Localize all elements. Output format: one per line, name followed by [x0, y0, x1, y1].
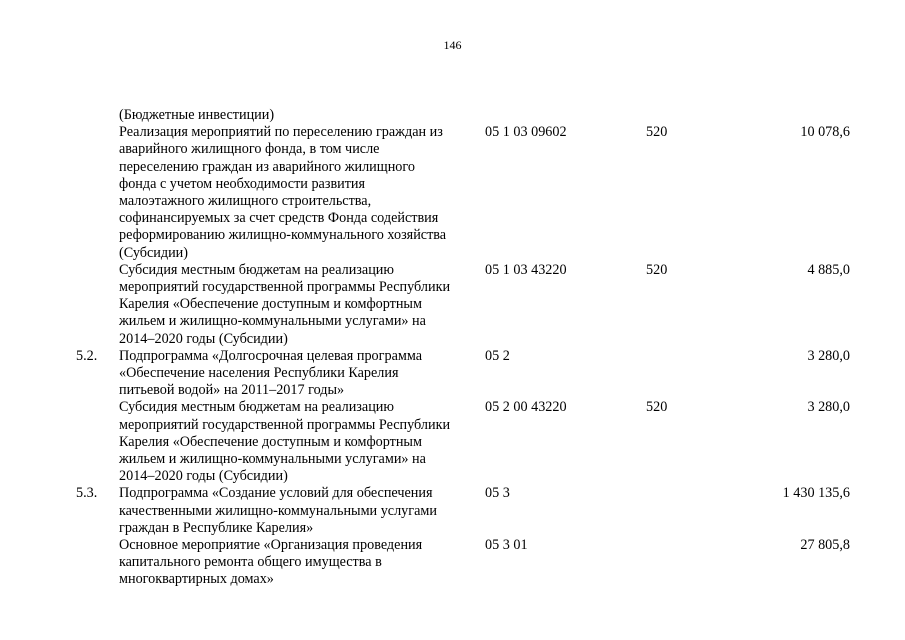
- row-sum: 10 078,6: [800, 124, 850, 141]
- row-code: 05 2: [485, 347, 510, 364]
- table-row: [0, 107, 905, 124]
- row-name-line: фонда с учетом необходимости развития: [119, 175, 366, 192]
- page-number: 146: [443, 38, 462, 52]
- row-code: 05 2 00 43220: [485, 399, 567, 416]
- row-sum: 3 280,0: [807, 399, 850, 416]
- row-name-line: «Обеспечение населения Республики Карелия: [119, 365, 399, 382]
- row-name-line: (Субсидии): [119, 244, 188, 261]
- row-name-line: реформированию жилищно-коммунального хозяйства: [119, 227, 447, 244]
- row-code: 05 3 01: [485, 537, 528, 554]
- row-name-line: мероприятий государственной программы Республики: [119, 416, 451, 433]
- table-row: [0, 124, 905, 262]
- row-name-line: (Бюджетные инвестиции): [119, 107, 275, 123]
- row-name-line: жильем и жилищно-коммунальными услугами» на: [119, 451, 426, 468]
- row-name-line: Субсидия местным бюджетам на реализацию: [119, 399, 394, 416]
- row-sum: 3 280,0: [807, 347, 850, 364]
- row-name: [119, 124, 479, 262]
- row-name-line: Карелия «Обеспечение доступным и комфортным: [119, 296, 422, 313]
- row-name-line: Подпрограмма «Создание условий для обеспечения: [119, 485, 433, 502]
- row-sum: 27 805,8: [800, 537, 850, 554]
- row-name-line: Карелия «Обеспечение доступным и комфортным: [119, 433, 422, 450]
- row-code: 05 1 03 09602: [485, 124, 567, 141]
- row-name-line: мероприятий государственной программы Республики: [119, 279, 451, 296]
- row-expense-type: 520: [646, 261, 668, 278]
- row-name-line: Основное мероприятие «Организация проведения: [119, 537, 423, 554]
- row-name-line: многоквартирных домах»: [119, 571, 274, 588]
- row-name-line: жильем и жилищно-коммунальными услугами» на: [119, 313, 426, 330]
- table-row: [0, 348, 905, 400]
- budget-table: [0, 107, 905, 589]
- table-row: [0, 399, 905, 485]
- row-sum: 4 885,0: [807, 261, 850, 278]
- row-name-line: качественными жилищно-коммунальными услугами: [119, 502, 437, 519]
- table-row: [0, 537, 905, 589]
- row-name-line: переселению граждан из аварийного жилищного: [119, 158, 415, 175]
- row-sum: 1 430 135,6: [782, 485, 850, 502]
- row-name-line: питьевой водой» на 2011–2017 годы»: [119, 382, 345, 399]
- row-name-line: 2014–2020 годы (Субсидии): [119, 330, 288, 347]
- row-number: 5.3.: [76, 485, 98, 502]
- row-name-line: капитального ремонта общего имущества в: [119, 554, 382, 571]
- row-code: 05 3: [485, 485, 510, 502]
- row-name: [119, 399, 479, 485]
- table-row: [0, 485, 905, 537]
- row-expense-type: 520: [646, 399, 668, 416]
- row-name: [119, 537, 479, 589]
- table-row: [0, 262, 905, 348]
- row-number: 5.2.: [76, 347, 98, 364]
- row-name-line: Субсидия местным бюджетам на реализацию: [119, 261, 394, 278]
- row-name: [119, 262, 479, 348]
- row-name: [119, 485, 479, 537]
- row-name-line: малоэтажного жилищного строительства,: [119, 193, 372, 210]
- row-name-line: аварийного жилищного фонда, в том числе: [119, 141, 380, 158]
- row-name-line: Подпрограмма «Долгосрочная целевая программа: [119, 347, 423, 364]
- row-name-line: граждан в Республике Карелия»: [119, 519, 314, 536]
- row-expense-type: 520: [646, 124, 668, 141]
- row-name-line: 2014–2020 годы (Субсидии): [119, 468, 288, 485]
- row-name: [119, 107, 479, 124]
- row-name: [119, 348, 479, 400]
- row-name-line: Реализация мероприятий по переселению граждан из: [119, 124, 443, 141]
- row-code: 05 1 03 43220: [485, 261, 567, 278]
- row-name-line: софинансируемых за счет средств Фонда содействия: [119, 210, 439, 227]
